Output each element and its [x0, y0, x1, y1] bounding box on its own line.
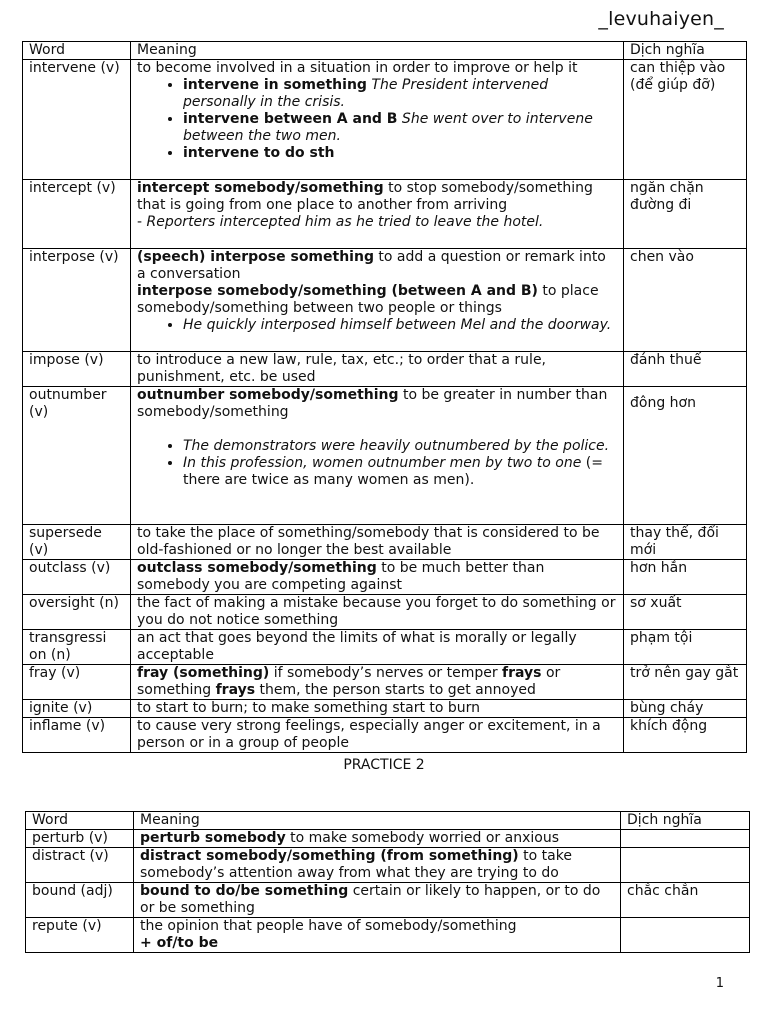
- translation-cell: ngăn chặn đường đi: [624, 180, 747, 249]
- table-row: [26, 848, 750, 883]
- word-cell: ignite (v): [23, 700, 131, 718]
- header-translation: Dịch nghĩa: [624, 42, 747, 60]
- definition: to be much better than somebody you are competing against: [137, 560, 545, 593]
- definition: the opinion that people have of somebody/something: [140, 918, 517, 934]
- headword-phrase: fray (something): [137, 665, 270, 681]
- table-row: [23, 387, 747, 525]
- example-note: (= there are twice as many women as men).: [183, 455, 603, 488]
- translation-cell: bùng cháy: [624, 700, 747, 718]
- translation-cell: khích động: [624, 718, 747, 753]
- definition: to be greater in number than somebody/something: [137, 387, 608, 420]
- example-text: In this profession, women outnumber men by two to one: [183, 455, 582, 471]
- example-item: [183, 77, 617, 111]
- example-item: [183, 145, 617, 162]
- table-row: [26, 830, 750, 848]
- table-row: [23, 60, 747, 180]
- meaning-cell: [134, 848, 621, 883]
- definition: to make somebody worried or anxious: [285, 830, 559, 846]
- headword-phrase: (speech) interpose something: [137, 249, 374, 265]
- meaning-cell: to introduce a new law, rule, tax, etc.; to order that a rule, punishment, etc. be used: [131, 352, 624, 387]
- table-row: [23, 249, 747, 352]
- table-row: [23, 700, 747, 718]
- header-meaning: Meaning: [134, 812, 621, 830]
- keyword: frays: [502, 665, 542, 681]
- meaning-cell: [134, 883, 621, 918]
- example-phrase: intervene between A and B: [183, 111, 398, 127]
- definition: to become involved in a situation in order to improve or help it: [137, 60, 578, 76]
- example-item: • He quickly interposed himself between Mel and the doorway.: [183, 317, 617, 334]
- meaning-cell: [131, 60, 624, 180]
- example-item: [183, 111, 617, 145]
- headword-phrase: intercept somebody/something: [137, 180, 384, 196]
- definition: to add a question or remark into a conversation: [137, 249, 606, 282]
- word-cell: intervene (v): [23, 60, 131, 180]
- word-cell: fray (v): [23, 665, 131, 700]
- table-row: [23, 665, 747, 700]
- example-list: [137, 438, 617, 489]
- example-text: She went over to intervene between the two men.: [183, 111, 593, 144]
- page-number: 1: [715, 976, 724, 991]
- table-row: [23, 595, 747, 630]
- translation-cell: [621, 918, 750, 953]
- meaning-cell: to start to burn; to make something start to burn: [131, 700, 624, 718]
- headword-phrase: distract somebody/something (from something): [140, 848, 519, 864]
- word-cell: bound (adj): [26, 883, 134, 918]
- example-dash: -: [137, 214, 147, 230]
- header-translation: Dịch nghĩa: [621, 812, 750, 830]
- meaning-cell: [131, 387, 624, 525]
- meaning-cell: to cause very strong feelings, especially anger or excitement, in a person or in a group of people: [131, 718, 624, 753]
- meaning-cell: [131, 249, 624, 352]
- word-cell: supersede (v): [23, 525, 131, 560]
- example-list: [137, 317, 617, 334]
- table-row: [23, 352, 747, 387]
- translation-cell: thay thế, đổi mới: [624, 525, 747, 560]
- word-cell: perturb (v): [26, 830, 134, 848]
- word-cell: interpose (v): [23, 249, 131, 352]
- word-cell: distract (v): [26, 848, 134, 883]
- example-phrase: intervene to do sth: [183, 145, 335, 161]
- meaning-cell: [131, 180, 624, 249]
- table-row: [26, 918, 750, 953]
- practice-title: PRACTICE 2: [343, 757, 425, 773]
- definition: them, the person starts to get annoyed: [255, 682, 536, 698]
- meaning-cell: the fact of making a mistake because you forget to do something or you do not notice something: [131, 595, 624, 630]
- header-word: Word: [26, 812, 134, 830]
- word-cell: outclass (v): [23, 560, 131, 595]
- word-cell: outnumber (v): [23, 387, 131, 525]
- word-cell: intercept (v): [23, 180, 131, 249]
- table-row: [23, 525, 747, 560]
- example-phrase: intervene in something: [183, 77, 367, 93]
- author-name: _levuhaiyen_: [598, 8, 724, 30]
- table-header-row: [26, 812, 750, 830]
- example-item: [183, 455, 617, 489]
- table-row: [23, 718, 747, 753]
- table-row: [23, 180, 747, 249]
- definition: to take somebody’s attention away from what they are trying to do: [140, 848, 572, 881]
- table-row: [23, 560, 747, 595]
- translation-cell: [621, 848, 750, 883]
- definition: certain or likely to happen, or to do or be something: [140, 883, 601, 916]
- meaning-cell: to take the place of something/somebody that is considered to be old-fashioned or no longer the best available: [131, 525, 624, 560]
- definition: or something: [137, 665, 561, 698]
- translation-cell: đánh thuế: [624, 352, 747, 387]
- meaning-cell: [131, 560, 624, 595]
- table-header-row: [23, 42, 747, 60]
- meaning-cell: [131, 665, 624, 700]
- table-row: [23, 630, 747, 665]
- translation-cell: trở nên gay gắt: [624, 665, 747, 700]
- keyword: frays: [215, 682, 256, 698]
- headword-phrase: outnumber somebody/something: [137, 387, 399, 403]
- word-cell: repute (v): [26, 918, 134, 953]
- word-cell: inflame (v): [23, 718, 131, 753]
- translation-cell: đông hơn: [624, 387, 747, 525]
- example-text: The President intervened personally in the crisis.: [183, 77, 549, 110]
- translation-cell: sơ xuất: [624, 595, 747, 630]
- definition: to stop somebody/something that is going from one place to another from arriving: [137, 180, 593, 213]
- header-word: Word: [23, 42, 131, 60]
- meaning-cell: [134, 830, 621, 848]
- meaning-cell: [134, 918, 621, 953]
- translation-cell: hơn hẳn: [624, 560, 747, 595]
- headword-phrase: outclass somebody/something: [137, 560, 377, 576]
- translation-cell: phạm tội: [624, 630, 747, 665]
- vocab-table-1: [22, 41, 747, 753]
- translation-cell: chắc chắn: [621, 883, 750, 918]
- header-meaning: Meaning: [131, 42, 624, 60]
- definition: to place somebody/something between two people or things: [137, 283, 599, 316]
- word-cell: transgressi on (n): [23, 630, 131, 665]
- example-text: Reporters intercepted him as he tried to leave the hotel.: [146, 214, 544, 230]
- example-list: [137, 77, 617, 162]
- translation-cell: [621, 830, 750, 848]
- translation-cell: chen vào: [624, 249, 747, 352]
- word-cell: impose (v): [23, 352, 131, 387]
- headword-phrase: perturb somebody: [140, 830, 286, 846]
- headword-phrase: interpose somebody/something (between A and B): [137, 283, 538, 299]
- meaning-cell: an act that goes beyond the limits of what is morally or legally acceptable: [131, 630, 624, 665]
- translation-cell: can thiệp vào (để giúp đỡ): [624, 60, 747, 180]
- headword-phrase: bound to do/be something: [140, 883, 349, 899]
- table-row: [26, 883, 750, 918]
- definition: if somebody’s nerves or temper: [269, 665, 503, 681]
- usage-note: + of/to be: [140, 935, 219, 951]
- vocab-table-2: [25, 811, 750, 953]
- example-item: • The demonstrators were heavily outnumbered by the police.: [183, 438, 617, 455]
- word-cell: oversight (n): [23, 595, 131, 630]
